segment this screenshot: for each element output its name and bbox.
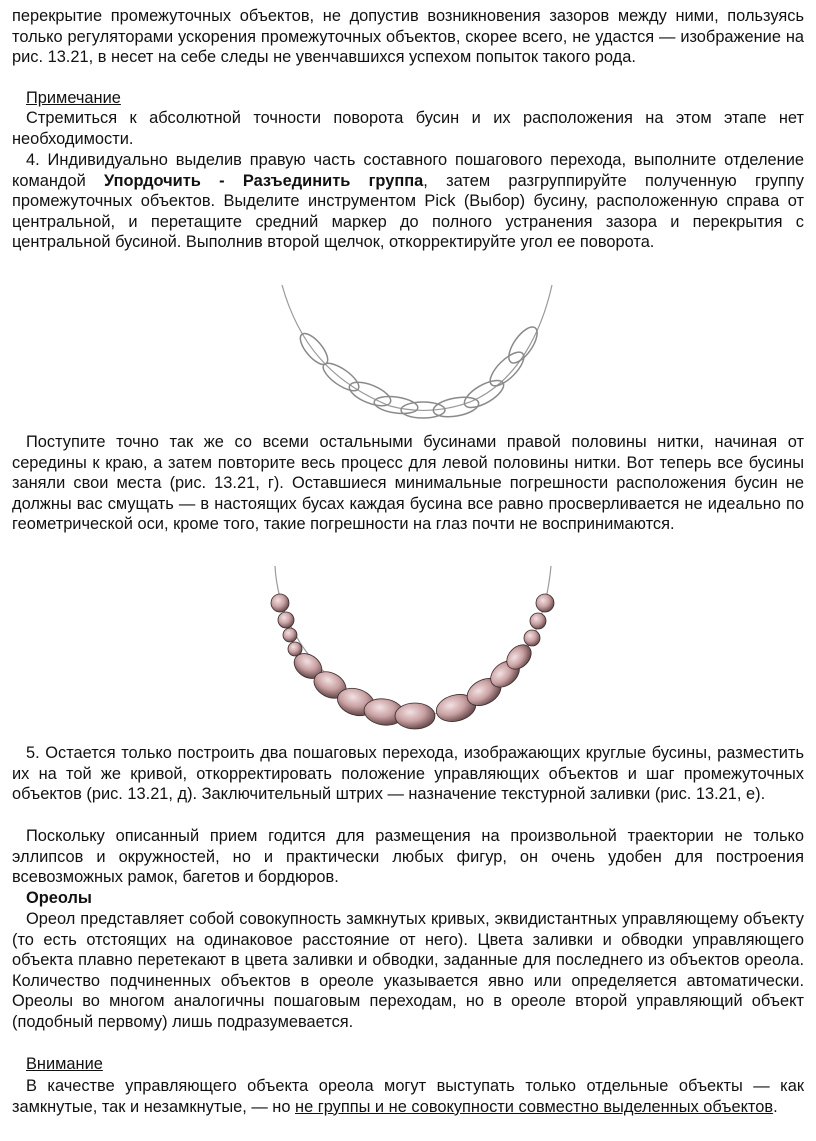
figure-outline-beads [270,282,560,432]
intro-text: перекрытие промежуточных объектов, не допустив возникновения зазоров между ними, пользуясь только регуляторами ускорения промежуточных объектов, скорее всего, не удастся — изображение на рис. 13.21, в несет на себе следы не увенчавшихся успехом попыток такого рода. [12,7,804,67]
paragraph-intro [12,6,804,68]
step-4-text-a: 4. Индивидуально выделив правую часть составного пошагового перехода, выполните отделение командой [12,151,804,190]
paragraph-after-figure-1-text: Поступите точно так же со всеми остальными бусинами правой половины нитки, начиная от середины к краю, а затем повторите весь процесс для левой половины нитки. Вот теперь все бусины заняли свои места (рис. 13.21, г). Оставшиеся минимальные погрешности расположения бусин не должны вас смущать — в настоящих бусах каждая бусина все равно просверливается не идеально по геометрической оси, кроме того, такие погрешности на глаз почти не воспринимаются. [12,433,804,534]
note-title-text: Примечание [26,89,121,107]
paragraph-usage [12,826,804,888]
paragraph-halo [12,909,804,1033]
halo-heading-text: Ореолы [26,889,92,907]
section-heading-halo [12,888,804,909]
step-5 [12,743,804,805]
menu-command: Упордочить - Разъединить группа [104,171,424,190]
step-5-text: 5. Остается только построить два пошаговых перехода, изображающих круглые бусины, разместить их на той же кривой, откорректировать положение управляющих объектов и шаг промежуточных объектов (рис. 13.21, д). Заключительный штрих — назначение текстурной заливки (рис. 13.21, е). [12,744,804,804]
paragraph-halo-text: Ореол представляет собой совокупность замкнутых кривых, эквидистантных управляющему объекту (то есть отстоящих на одинаковое расстояние от него). Цвета заливки и обводки управляющего объекта плавно перетекают в цвета заливки и обводки, заданные для последнего из объектов ореола. Количество подчиненных объектов в ореоле указывается явно или определяется автоматически. Ореолы во многом аналогичны пошаговым переходам, но в ореоле второй управляющий объект (подобный первому) лишь подразумевается. [12,910,804,1031]
note-body-text: Стремиться к абсолютной точности поворота бусин и их расположения на этом этапе нет необходимости. [12,109,804,148]
note-title [12,88,804,109]
warning-underlined: не группы и не совокупности совместно выделенных объектов [295,1097,774,1116]
paragraph-usage-text: Поскольку описанный прием годится для размещения на произвольной траектории не только эллипсов и окружностей, но и практически любых фигур, он очень удобен для построения всевозможных рамок, багетов и бордюров. [12,827,804,887]
warning-text-end: . [773,1097,778,1116]
step-4-text-b: , затем разгруппируйте полученную группу промежуточных объектов. Выделите инструментом Pick (Выбор) бусину, расположенную справа от центральной, и перетащите средний маркер до полного устранения зазора и перекрытия с центральной бусиной. Выполнив второй щелчок, откорректируйте угол ее поворота. [12,171,804,252]
warning-text-a: В качестве управляющего объекта ореола могут выступать только отдельные объекты — как замкнутые, так и незамкнутые, — но [12,1077,804,1116]
step-4 [12,150,804,253]
figure-shaded-beads [255,564,575,739]
paragraph-after-figure-1 [12,432,804,535]
warning-body [12,1076,804,1117]
warning-title [12,1054,804,1075]
warning-title-text: Внимание [26,1055,103,1073]
note-body [12,108,804,149]
